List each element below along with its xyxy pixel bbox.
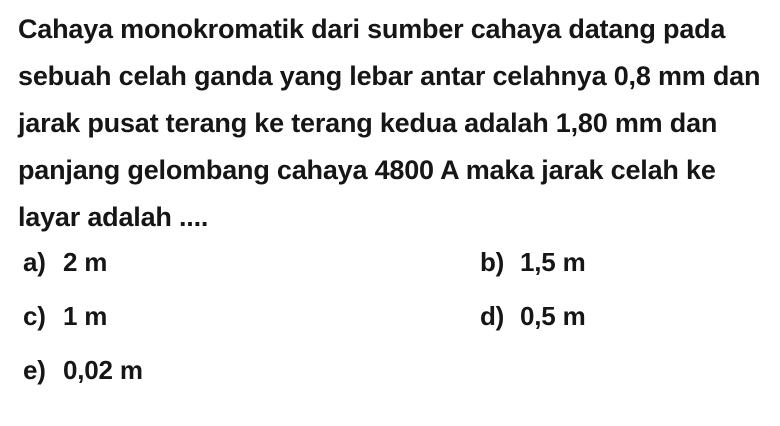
question-text xyxy=(18,6,768,241)
question-line-2: sebuah celah ganda yang lebar antar celahnya 0,8 mm dan xyxy=(18,61,761,91)
question-line-4: panjang gelombang cahaya 4800 A maka jarak celah ke xyxy=(18,155,716,185)
option-b xyxy=(480,247,763,301)
option-e-value: 0,02 m xyxy=(63,355,143,385)
option-e xyxy=(23,355,480,409)
option-a-value: 2 m xyxy=(63,247,108,277)
option-a xyxy=(23,247,480,301)
option-c-value: 1 m xyxy=(63,301,108,331)
option-b-label: b) xyxy=(480,247,505,277)
option-c xyxy=(23,301,480,355)
option-c-label: c) xyxy=(23,301,46,331)
question-line-3: jarak pusat terang ke terang kedua adalah 1,80 mm dan xyxy=(18,108,718,138)
option-d xyxy=(480,301,763,355)
option-d-label: d) xyxy=(480,301,505,331)
option-e-label: e) xyxy=(23,355,46,385)
question-line-5: layar adalah .... xyxy=(18,202,209,232)
option-b-value: 1,5 m xyxy=(520,247,586,277)
question-line-1: Cahaya monokromatik dari sumber cahaya datang pada xyxy=(18,14,726,44)
answer-options xyxy=(23,247,763,409)
option-a-label: a) xyxy=(23,247,46,277)
option-d-value: 0,5 m xyxy=(520,301,586,331)
